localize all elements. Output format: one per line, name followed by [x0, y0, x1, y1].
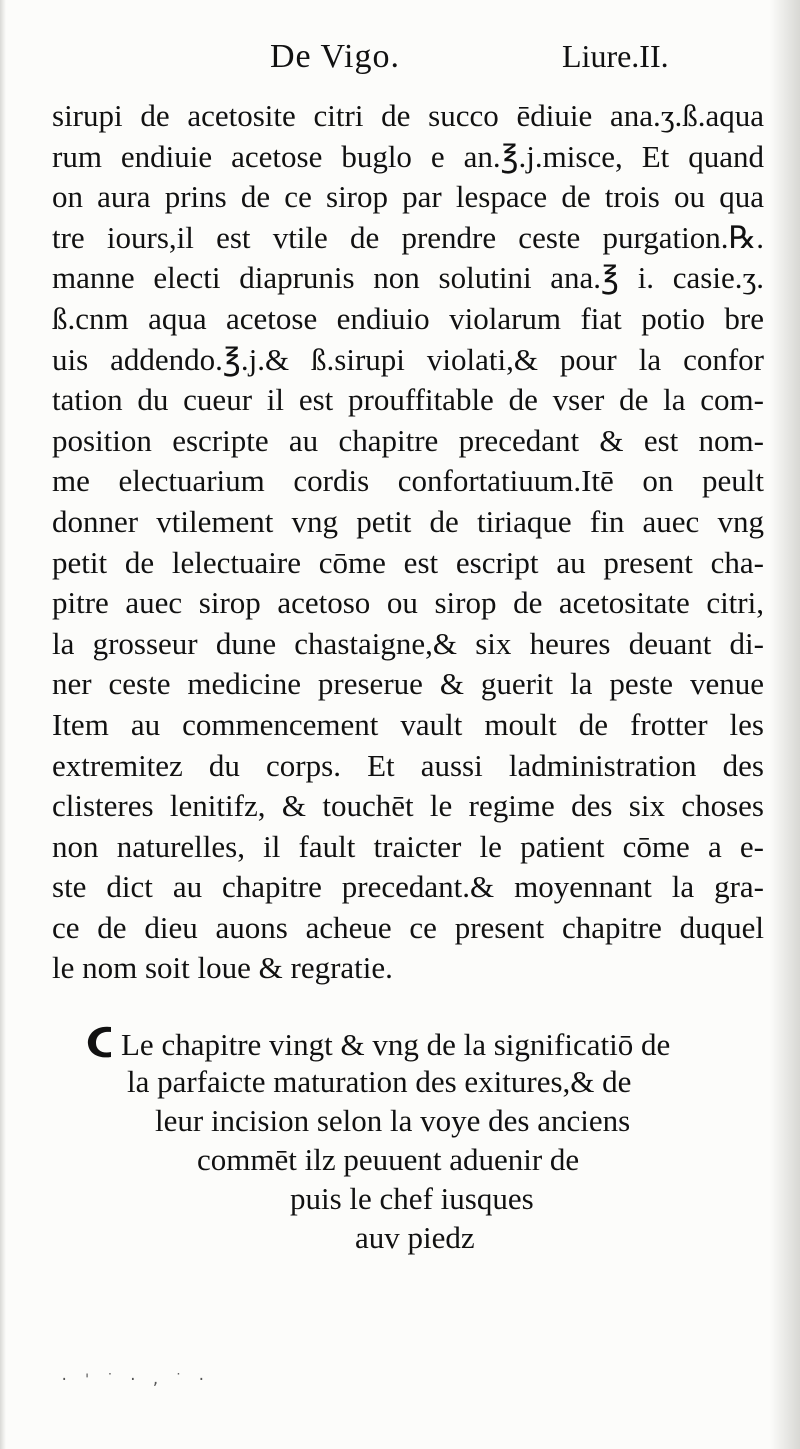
chapter-heading-text: puis le chef iusques — [290, 1181, 534, 1216]
body-line: manne electi diaprunis non solutini ana.℥ i. casie.ʒ. — [52, 260, 764, 296]
body-line: rum endiuie acetose buglo e an.℥.j.misce, Et quand — [52, 138, 764, 174]
body-line: sirupi de acetosite citri de succo ēdiuie ana.ʒ.ß.aqua — [52, 98, 764, 133]
chapter-heading-line — [85, 1179, 765, 1218]
body-line: uis addendo.℥.j.& ß.sirupi violati,& pour la confor — [52, 341, 764, 377]
chapter-heading-line — [85, 1023, 765, 1062]
body-line: pitre auec sirop acetoso ou sirop de acetositate citri, — [52, 585, 764, 621]
body-line: donner vtilement vng petit de tiriaque fin auec vng — [52, 503, 764, 539]
body-line: ß.cnm aqua acetose endiuio violarum fiat potio bre — [52, 300, 764, 336]
chapter-heading-text: auv piedz — [355, 1220, 475, 1255]
chapter-heading-text: Le chapitre vingt & vng de la significatiō de — [121, 1027, 671, 1062]
body-line: tre iours,il est vtile de prendre ceste purgation.℞. — [52, 219, 764, 255]
body-line: la grosseur dune chastaigne,& six heures deuant di- — [52, 625, 764, 661]
body-line: extremitez du corps. Et aussi ladministration des — [52, 747, 764, 783]
chapter-heading-text: la parfaicte maturation des exitures,& de — [127, 1064, 632, 1099]
body-line: le nom soit loue & regratie. — [52, 950, 393, 986]
pilcrow-icon — [85, 1023, 119, 1061]
body-line: ce de dieu auons acheue ce present chapitre duquel — [52, 909, 764, 945]
body-line: on aura prins de ce sirop par lespace de trois ou qua — [52, 179, 764, 215]
body-line: petit de lelectuaire cōme est escript au present cha- — [52, 544, 764, 580]
body-line: ste dict au chapitre precedant.& moyennant la gra- — [52, 869, 764, 905]
running-header — [0, 38, 800, 88]
chapter-heading-text: leur incision selon la voye des anciens — [155, 1103, 631, 1138]
book-number: Liure.II. — [562, 38, 669, 74]
body-line: me electuarium cordis confortatiuum.Itē on peult — [52, 463, 764, 499]
body-line: Item au commencement vault moult de frotter les — [52, 706, 764, 742]
chapter-heading-line — [85, 1140, 765, 1179]
chapter-heading-line — [85, 1101, 765, 1140]
body-line: non naturelles, il fault traicter le patient cōme a e- — [52, 828, 764, 864]
running-title: De Vigo. — [270, 38, 400, 75]
body-line: ner ceste medicine preserue & guerit la peste venue — [52, 666, 764, 702]
page-left-edge-shadow — [0, 0, 6, 1449]
body-line: clisteres lenitifz, & touchēt le regime des six choses — [52, 788, 764, 824]
chapter-heading-line — [85, 1218, 765, 1257]
chapter-heading-text: commēt ilz peuuent aduenir de — [197, 1142, 580, 1177]
print-specks: · ' ˙ · , ˙ · — [60, 1372, 209, 1388]
body-text-block — [52, 96, 764, 989]
body-line: position escripte au chapitre precedant & est nom- — [52, 422, 764, 458]
chapter-heading-line — [85, 1062, 765, 1101]
chapter-heading — [85, 1023, 765, 1257]
body-line: tation du cueur il est prouffitable de vser de la com- — [52, 382, 764, 418]
page-right-edge-shadow — [770, 0, 800, 1449]
